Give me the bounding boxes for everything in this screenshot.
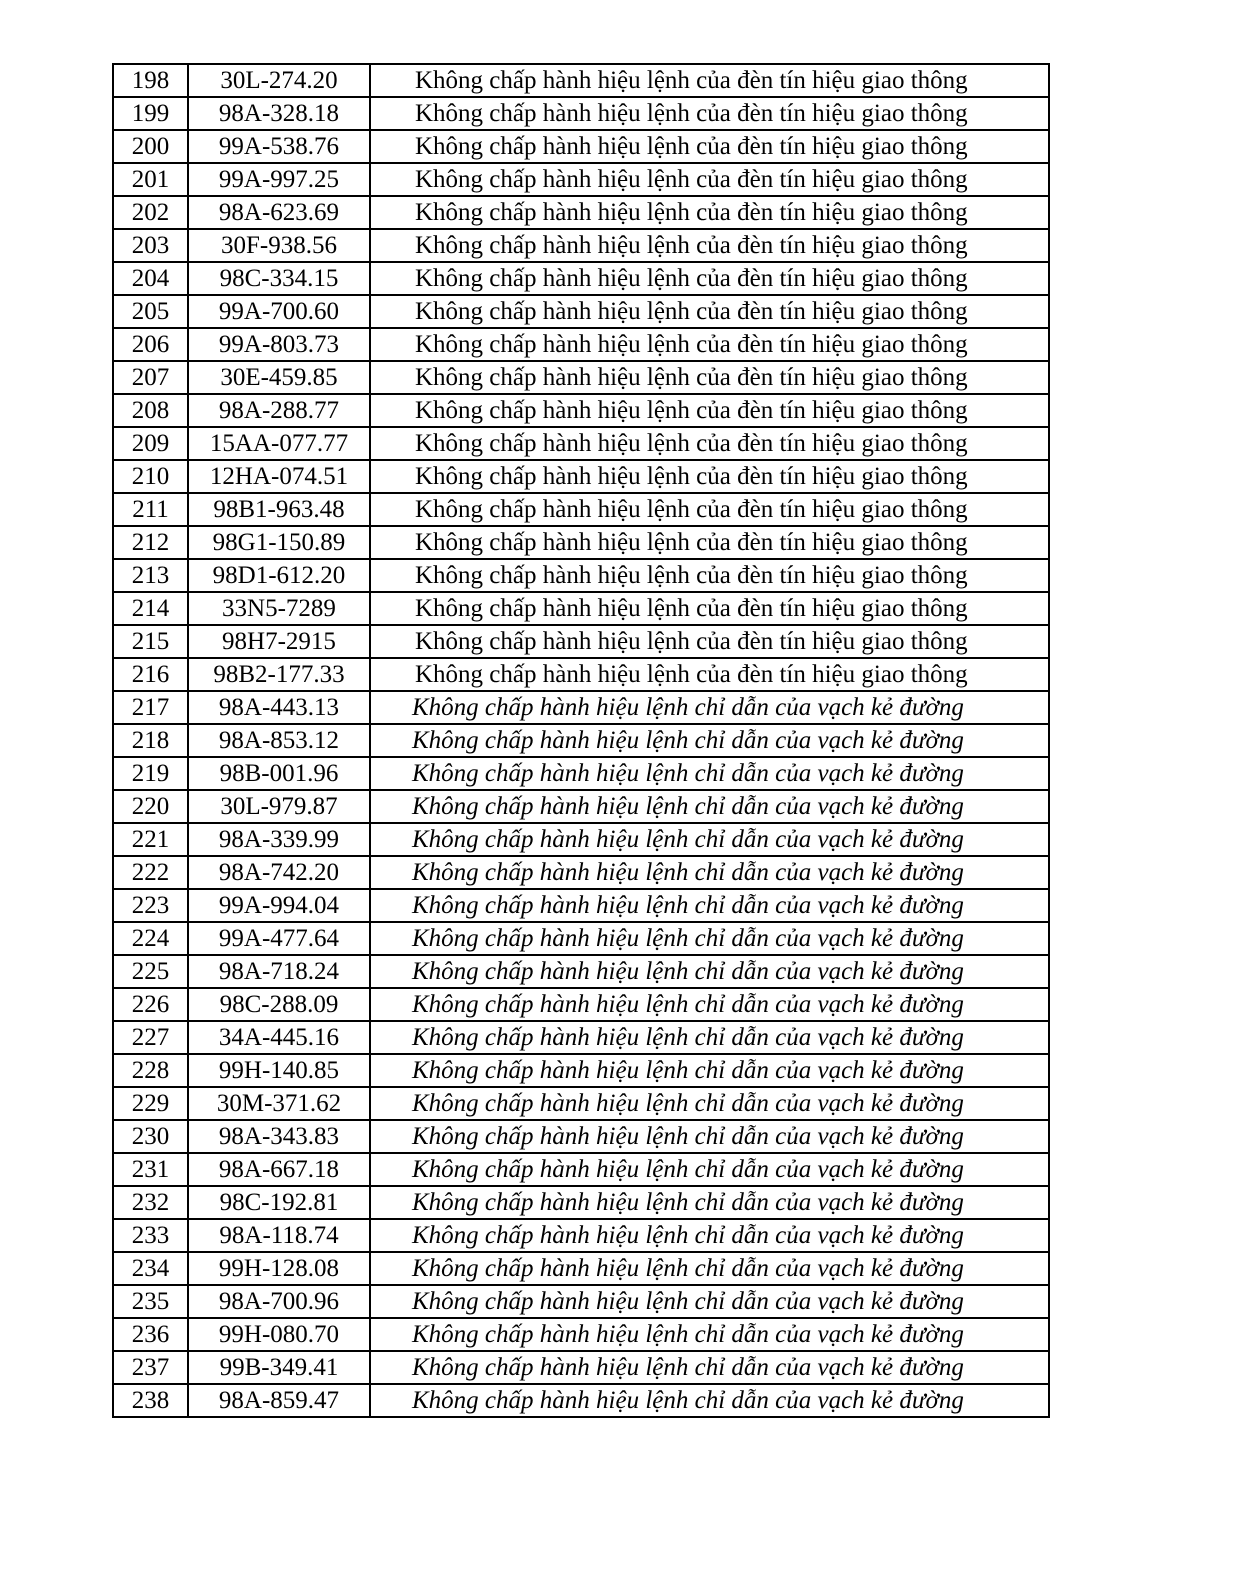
table-row	[113, 1186, 1049, 1219]
license-plate-cell: 99A-997.25	[188, 163, 370, 196]
table-row	[113, 97, 1049, 130]
violation-cell: Không chấp hành hiệu lệnh của đèn tín hiệu giao thông	[370, 262, 1049, 295]
violation-cell: Không chấp hành hiệu lệnh của đèn tín hiệu giao thông	[370, 163, 1049, 196]
violation-cell: Không chấp hành hiệu lệnh của đèn tín hiệu giao thông	[370, 64, 1049, 97]
table-row	[113, 1384, 1049, 1417]
table-row	[113, 229, 1049, 262]
table-row	[113, 757, 1049, 790]
license-plate-cell: 98B-001.96	[188, 757, 370, 790]
row-number-cell: 208	[113, 394, 188, 427]
license-plate-cell: 98A-853.12	[188, 724, 370, 757]
table-row	[113, 64, 1049, 97]
row-number-cell: 210	[113, 460, 188, 493]
license-plate-cell: 99H-140.85	[188, 1054, 370, 1087]
table-row	[113, 559, 1049, 592]
license-plate-cell: 98C-334.15	[188, 262, 370, 295]
violation-cell: Không chấp hành hiệu lệnh chỉ dẫn của vạch kẻ đường	[370, 1054, 1049, 1087]
row-number-cell: 232	[113, 1186, 188, 1219]
row-number-cell: 229	[113, 1087, 188, 1120]
row-number-cell: 204	[113, 262, 188, 295]
license-plate-cell: 99A-803.73	[188, 328, 370, 361]
table-row	[113, 394, 1049, 427]
violation-cell: Không chấp hành hiệu lệnh của đèn tín hiệu giao thông	[370, 559, 1049, 592]
license-plate-cell: 30F-938.56	[188, 229, 370, 262]
violation-cell: Không chấp hành hiệu lệnh chỉ dẫn của vạch kẻ đường	[370, 889, 1049, 922]
license-plate-cell: 99A-538.76	[188, 130, 370, 163]
table-row	[113, 1252, 1049, 1285]
license-plate-cell: 98G1-150.89	[188, 526, 370, 559]
violation-cell: Không chấp hành hiệu lệnh chỉ dẫn của vạch kẻ đường	[370, 1087, 1049, 1120]
row-number-cell: 212	[113, 526, 188, 559]
table-row	[113, 1219, 1049, 1252]
table-row	[113, 889, 1049, 922]
license-plate-cell: 98C-192.81	[188, 1186, 370, 1219]
table-row	[113, 955, 1049, 988]
violation-cell: Không chấp hành hiệu lệnh của đèn tín hiệu giao thông	[370, 328, 1049, 361]
table-row	[113, 526, 1049, 559]
violations-table	[112, 63, 1050, 1418]
row-number-cell: 211	[113, 493, 188, 526]
row-number-cell: 219	[113, 757, 188, 790]
license-plate-cell: 98A-718.24	[188, 955, 370, 988]
row-number-cell: 218	[113, 724, 188, 757]
row-number-cell: 206	[113, 328, 188, 361]
license-plate-cell: 98A-339.99	[188, 823, 370, 856]
license-plate-cell: 99H-080.70	[188, 1318, 370, 1351]
violation-cell: Không chấp hành hiệu lệnh chỉ dẫn của vạch kẻ đường	[370, 856, 1049, 889]
table-row	[113, 1285, 1049, 1318]
row-number-cell: 215	[113, 625, 188, 658]
violation-cell: Không chấp hành hiệu lệnh chỉ dẫn của vạch kẻ đường	[370, 1384, 1049, 1417]
row-number-cell: 236	[113, 1318, 188, 1351]
row-number-cell: 221	[113, 823, 188, 856]
violation-cell: Không chấp hành hiệu lệnh của đèn tín hiệu giao thông	[370, 130, 1049, 163]
table-row	[113, 988, 1049, 1021]
table-row	[113, 922, 1049, 955]
violation-cell: Không chấp hành hiệu lệnh của đèn tín hiệu giao thông	[370, 361, 1049, 394]
license-plate-cell: 98A-288.77	[188, 394, 370, 427]
violation-cell: Không chấp hành hiệu lệnh của đèn tín hiệu giao thông	[370, 460, 1049, 493]
license-plate-cell: 98A-443.13	[188, 691, 370, 724]
violation-cell: Không chấp hành hiệu lệnh chỉ dẫn của vạch kẻ đường	[370, 922, 1049, 955]
license-plate-cell: 98A-118.74	[188, 1219, 370, 1252]
row-number-cell: 198	[113, 64, 188, 97]
table-row	[113, 163, 1049, 196]
table-row	[113, 1021, 1049, 1054]
row-number-cell: 199	[113, 97, 188, 130]
license-plate-cell: 30L-979.87	[188, 790, 370, 823]
table-row	[113, 823, 1049, 856]
table-row	[113, 1054, 1049, 1087]
table-row	[113, 724, 1049, 757]
violation-cell: Không chấp hành hiệu lệnh chỉ dẫn của vạch kẻ đường	[370, 1351, 1049, 1384]
row-number-cell: 224	[113, 922, 188, 955]
license-plate-cell: 98A-667.18	[188, 1153, 370, 1186]
license-plate-cell: 98A-343.83	[188, 1120, 370, 1153]
violation-cell: Không chấp hành hiệu lệnh chỉ dẫn của vạch kẻ đường	[370, 790, 1049, 823]
violation-cell: Không chấp hành hiệu lệnh chỉ dẫn của vạch kẻ đường	[370, 757, 1049, 790]
violation-cell: Không chấp hành hiệu lệnh chỉ dẫn của vạch kẻ đường	[370, 1021, 1049, 1054]
row-number-cell: 213	[113, 559, 188, 592]
table-row	[113, 691, 1049, 724]
license-plate-cell: 33N5-7289	[188, 592, 370, 625]
table-row	[113, 130, 1049, 163]
violation-cell: Không chấp hành hiệu lệnh chỉ dẫn của vạch kẻ đường	[370, 1186, 1049, 1219]
violation-cell: Không chấp hành hiệu lệnh của đèn tín hiệu giao thông	[370, 196, 1049, 229]
violation-cell: Không chấp hành hiệu lệnh chỉ dẫn của vạch kẻ đường	[370, 1318, 1049, 1351]
row-number-cell: 231	[113, 1153, 188, 1186]
violation-cell: Không chấp hành hiệu lệnh chỉ dẫn của vạch kẻ đường	[370, 988, 1049, 1021]
violation-cell: Không chấp hành hiệu lệnh của đèn tín hiệu giao thông	[370, 427, 1049, 460]
license-plate-cell: 30E-459.85	[188, 361, 370, 394]
row-number-cell: 225	[113, 955, 188, 988]
row-number-cell: 222	[113, 856, 188, 889]
row-number-cell: 200	[113, 130, 188, 163]
table-row	[113, 856, 1049, 889]
violation-cell: Không chấp hành hiệu lệnh chỉ dẫn của vạch kẻ đường	[370, 1252, 1049, 1285]
violation-cell: Không chấp hành hiệu lệnh chỉ dẫn của vạch kẻ đường	[370, 1120, 1049, 1153]
violation-cell: Không chấp hành hiệu lệnh chỉ dẫn của vạch kẻ đường	[370, 1219, 1049, 1252]
row-number-cell: 203	[113, 229, 188, 262]
table-row	[113, 1087, 1049, 1120]
violation-cell: Không chấp hành hiệu lệnh chỉ dẫn của vạch kẻ đường	[370, 1285, 1049, 1318]
license-plate-cell: 98A-623.69	[188, 196, 370, 229]
license-plate-cell: 30L-274.20	[188, 64, 370, 97]
row-number-cell: 223	[113, 889, 188, 922]
row-number-cell: 214	[113, 592, 188, 625]
row-number-cell: 201	[113, 163, 188, 196]
table-row	[113, 460, 1049, 493]
license-plate-cell: 30M-371.62	[188, 1087, 370, 1120]
row-number-cell: 216	[113, 658, 188, 691]
table-body	[113, 64, 1049, 1417]
violation-cell: Không chấp hành hiệu lệnh của đèn tín hiệu giao thông	[370, 229, 1049, 262]
license-plate-cell: 98H7-2915	[188, 625, 370, 658]
table-row	[113, 328, 1049, 361]
table-row	[113, 361, 1049, 394]
row-number-cell: 233	[113, 1219, 188, 1252]
violation-cell: Không chấp hành hiệu lệnh của đèn tín hiệu giao thông	[370, 394, 1049, 427]
row-number-cell: 220	[113, 790, 188, 823]
violation-cell: Không chấp hành hiệu lệnh chỉ dẫn của vạch kẻ đường	[370, 955, 1049, 988]
row-number-cell: 228	[113, 1054, 188, 1087]
row-number-cell: 209	[113, 427, 188, 460]
license-plate-cell: 98B1-963.48	[188, 493, 370, 526]
license-plate-cell: 98A-700.96	[188, 1285, 370, 1318]
table-row	[113, 625, 1049, 658]
table-row	[113, 295, 1049, 328]
license-plate-cell: 99A-477.64	[188, 922, 370, 955]
table-row	[113, 1351, 1049, 1384]
violation-cell: Không chấp hành hiệu lệnh của đèn tín hiệu giao thông	[370, 493, 1049, 526]
violation-cell: Không chấp hành hiệu lệnh của đèn tín hiệu giao thông	[370, 526, 1049, 559]
row-number-cell: 237	[113, 1351, 188, 1384]
row-number-cell: 227	[113, 1021, 188, 1054]
table-row	[113, 1153, 1049, 1186]
table-row	[113, 592, 1049, 625]
row-number-cell: 207	[113, 361, 188, 394]
violation-cell: Không chấp hành hiệu lệnh chỉ dẫn của vạch kẻ đường	[370, 1153, 1049, 1186]
license-plate-cell: 34A-445.16	[188, 1021, 370, 1054]
license-plate-cell: 15AA-077.77	[188, 427, 370, 460]
table-row	[113, 493, 1049, 526]
row-number-cell: 238	[113, 1384, 188, 1417]
violation-cell: Không chấp hành hiệu lệnh chỉ dẫn của vạch kẻ đường	[370, 691, 1049, 724]
license-plate-cell: 99A-994.04	[188, 889, 370, 922]
row-number-cell: 230	[113, 1120, 188, 1153]
license-plate-cell: 99H-128.08	[188, 1252, 370, 1285]
license-plate-cell: 98A-328.18	[188, 97, 370, 130]
violation-cell: Không chấp hành hiệu lệnh của đèn tín hiệu giao thông	[370, 592, 1049, 625]
row-number-cell: 202	[113, 196, 188, 229]
table-row	[113, 1318, 1049, 1351]
violation-cell: Không chấp hành hiệu lệnh chỉ dẫn của vạch kẻ đường	[370, 823, 1049, 856]
license-plate-cell: 98D1-612.20	[188, 559, 370, 592]
table-row	[113, 1120, 1049, 1153]
license-plate-cell: 98B2-177.33	[188, 658, 370, 691]
row-number-cell: 235	[113, 1285, 188, 1318]
violation-cell: Không chấp hành hiệu lệnh của đèn tín hiệu giao thông	[370, 295, 1049, 328]
violation-cell: Không chấp hành hiệu lệnh của đèn tín hiệu giao thông	[370, 658, 1049, 691]
table-row	[113, 262, 1049, 295]
row-number-cell: 226	[113, 988, 188, 1021]
table-row	[113, 790, 1049, 823]
license-plate-cell: 99A-700.60	[188, 295, 370, 328]
license-plate-cell: 12HA-074.51	[188, 460, 370, 493]
license-plate-cell: 98A-859.47	[188, 1384, 370, 1417]
violation-cell: Không chấp hành hiệu lệnh của đèn tín hiệu giao thông	[370, 625, 1049, 658]
row-number-cell: 234	[113, 1252, 188, 1285]
license-plate-cell: 99B-349.41	[188, 1351, 370, 1384]
table-row	[113, 427, 1049, 460]
license-plate-cell: 98A-742.20	[188, 856, 370, 889]
table-row	[113, 196, 1049, 229]
row-number-cell: 217	[113, 691, 188, 724]
row-number-cell: 205	[113, 295, 188, 328]
violation-cell: Không chấp hành hiệu lệnh của đèn tín hiệu giao thông	[370, 97, 1049, 130]
violation-cell: Không chấp hành hiệu lệnh chỉ dẫn của vạch kẻ đường	[370, 724, 1049, 757]
table-row	[113, 658, 1049, 691]
license-plate-cell: 98C-288.09	[188, 988, 370, 1021]
